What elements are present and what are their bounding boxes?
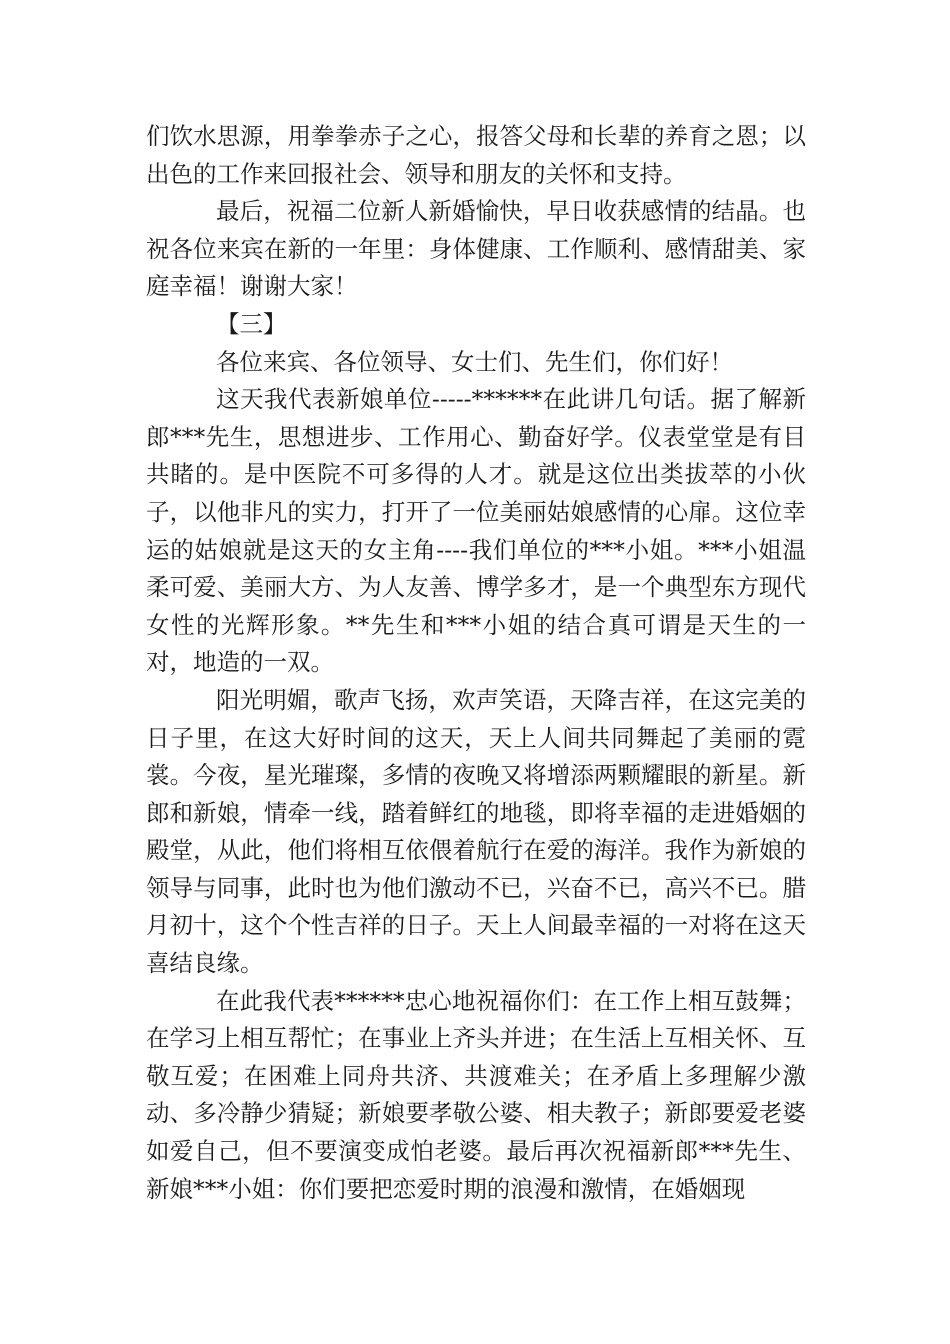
- paragraph-5: 阳光明媚，歌声飞扬，欢声笑语，天降吉祥，在这完美的日子里，在这大好时间的这天，天上人间共同舞起了美丽的霓裳。今夜，星光璀璨，多情的夜晚又将增添两颗耀眼的新星。新郎和新娘，情牵一线，踏着鲜红的地毯，即将幸福的走进婚姻的殿堂，从此，他们将相互依偎着航行在爱的海洋。我作为新娘的领导与同事，此时也为他们激动不已，兴奋不已，高兴不已。腊月初十，这个个性吉祥的日子。天上人间最幸福的一对将在这天喜结良缘。: [146, 685, 806, 978]
- section-heading: 【三】: [216, 309, 287, 338]
- paragraph-6: 在此我代表******忠心地祝福你们：在工作上相互鼓舞；在学习上相互帮忙；在事业上齐头并进；在生活上互相关怀、互敬互爱；在困难上同舟共济、共渡难关；在矛盾上多理解少激动、多冷静少猜疑；新娘要孝敬公婆、相夫教子；新郎要爱老婆如爱自己，但不要演变成怕老婆。最后再次祝福新郎***先生、新娘***小姐：你们要把恋爱时期的浪漫和激情，在婚姻现: [146, 986, 806, 1203]
- document-page: [146, 118, 806, 1208]
- paragraph-1: 们饮水思源，用拳拳赤子之心，报答父母和长辈的养育之恩；以出色的工作来回报社会、领导和朋友的关怀和支持。: [146, 122, 806, 188]
- paragraph-greeting: 各位来宾、各位领导、女士们、先生们，你们好！: [216, 347, 733, 376]
- paragraph-4: 这天我代表新娘单位-----******在此讲几句话。据了解新郎***先生，思想进步、工作用心、勤奋好学。仪表堂堂是有目共睹的。是中医院不可多得的人才。就是这位出类拔萃的小伙子，以他非凡的实力，打开了一位美丽姑娘感情的心扉。这位幸运的姑娘就是这天的女主角----我们单位的***小姐。***小姐温柔可爱、美丽大方、为人友善、博学多才，是一个典型东方现代女性的光辉形象。**先生和***小姐的结合真可谓是天生的一对，地造的一双。: [146, 385, 806, 677]
- paragraph-2: 最后，祝福二位新人新婚愉快，早日收获感情的结晶。也祝各位来宾在新的一年里：身体健康、工作顺利、感情甜美、家庭幸福！谢谢大家！: [146, 197, 806, 301]
